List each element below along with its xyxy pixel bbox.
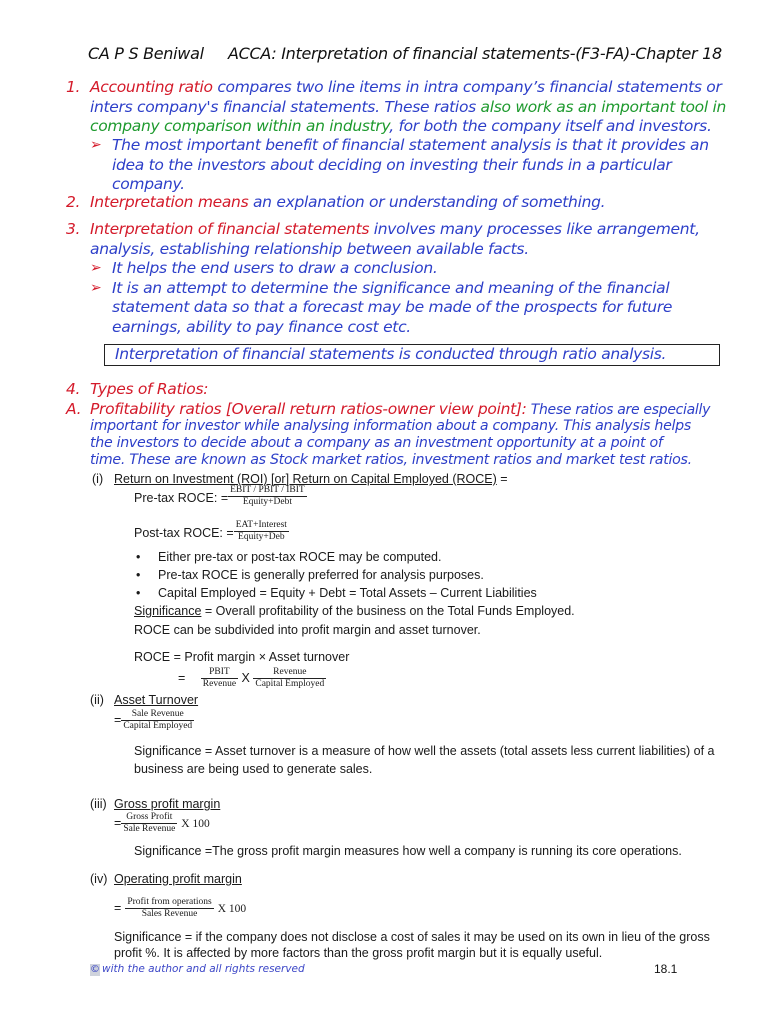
roi-bullet-text: Either pre-tax or post-tax ROCE may be computed.	[158, 550, 442, 564]
header-author: CA P S Beniwal	[88, 44, 204, 63]
asset-turnover-fraction	[121, 709, 194, 732]
item-1-line2b: also work as an important tool in	[480, 97, 727, 116]
roce-breakdown	[178, 667, 326, 690]
footer-text: with the author and all rights reserved	[102, 963, 305, 975]
gross-margin-eq: =	[114, 815, 122, 830]
gross-margin-section	[0, 796, 768, 866]
item-1-number: 1.	[66, 78, 81, 96]
item-a-line1: These ratios are especially	[526, 402, 711, 418]
gross-margin-fraction	[121, 812, 177, 835]
roi-subdivide-note: ROCE can be subdivided into profit margin and asset turnover.	[134, 623, 481, 637]
asset-turnover-significance-l2: business are being used to generate sales.	[134, 762, 373, 776]
item-a-heading: Profitability ratios [Overall return ratios-owner view point]:	[90, 400, 527, 418]
roi-significance	[134, 603, 575, 620]
pretax-roce-label: Pre-tax ROCE: =	[134, 490, 229, 505]
roi-significance-text: = Overall profitability of the business on the Total Funds Employed.	[201, 604, 575, 618]
pretax-roce-fraction	[228, 485, 307, 508]
arrow-bullet-icon: ➢	[90, 137, 102, 153]
arrow-bullet-icon: ➢	[90, 260, 102, 276]
asset-turnover-label: (ii)	[90, 693, 104, 707]
pretax-denominator: Equity+Debt	[242, 497, 292, 507]
boxed-note	[104, 344, 720, 366]
item-3-sub2-l2: statement data so that a forecast may be made of the prospects for future	[112, 298, 673, 316]
f2-numerator: Revenue	[253, 667, 326, 679]
posttax-roce	[134, 520, 289, 543]
item-4-number: 4.	[66, 380, 81, 398]
op-margin-section	[0, 871, 768, 961]
item-2-text: an explanation or understanding of something.	[248, 193, 606, 211]
roi-bullet-text: Pre-tax ROCE is generally preferred for analysis purposes.	[158, 568, 484, 582]
boxed-note-text: Interpretation of financial statements is conducted through ratio analysis.	[115, 345, 667, 363]
op-margin-title: Operating profit margin	[114, 872, 242, 886]
pretax-numerator: EBIT / PBIT / IBIT	[230, 485, 305, 495]
item-1-line1: compares two line items in intra company’s financial statements or	[212, 78, 722, 96]
posttax-roce-label: Post-tax ROCE: =	[134, 525, 234, 540]
item-3-sub1: It helps the end users to draw a conclusion.	[112, 259, 438, 277]
bullet-dot-icon: •	[136, 550, 141, 564]
gross-margin-formula	[114, 812, 210, 835]
item-1-line2a: inters company's financial statements. These ratios	[90, 97, 481, 116]
f2-denominator: Capital Employed	[255, 679, 325, 689]
header-title: ACCA: Interpretation of financial statements-(F3-FA)-Chapter 18	[228, 44, 722, 63]
pbit-revenue-fraction	[201, 667, 238, 690]
copyright-icon: ©	[90, 964, 100, 975]
revenue-capital-fraction	[253, 667, 326, 690]
item-3-number: 3.	[66, 220, 81, 238]
gross-margin-significance: Significance =The gross profit margin measures how well a company is running its core operations.	[134, 844, 682, 858]
item-1-line3b: , for both the company itself and investors.	[389, 117, 712, 135]
gross-margin-numerator: Gross Profit	[121, 812, 177, 824]
op-margin-formula	[114, 897, 246, 920]
op-margin-label: (iv)	[90, 872, 108, 886]
op-margin-fraction	[125, 897, 213, 920]
item-3-line2: analysis, establishing relationship between available facts.	[90, 239, 529, 258]
item-1-term: Accounting ratio	[90, 78, 213, 96]
item-1-sub-l3: company.	[112, 175, 185, 193]
item-3-line1: involves many processes like arrangement,	[369, 220, 700, 238]
item-1-sub-l2: idea to the investors about deciding on investing their funds in a particular	[112, 155, 672, 174]
gross-margin-denominator: Sale Revenue	[123, 824, 176, 834]
roi-bullet-text: Capital Employed = Equity + Debt = Total Assets – Current Liabilities	[158, 586, 537, 600]
bullet-dot-icon: •	[136, 586, 141, 600]
pretax-roce	[134, 485, 307, 508]
asset-turnover-formula	[114, 709, 194, 732]
page-header	[88, 44, 722, 64]
roi-title: Return on Investment (ROI) [or] Return on Capital Employed (ROCE)	[114, 472, 497, 486]
gross-margin-multiplier: X 100	[181, 817, 210, 830]
item-2-term: Interpretation means	[90, 193, 249, 211]
gross-margin-title: Gross profit margin	[114, 797, 221, 811]
item-3-term: Interpretation of financial statements	[90, 220, 370, 238]
item-3-sub2-l1: It is an attempt to determine the significance and meaning of the financial	[112, 278, 670, 297]
item-a-line4: time. These are known as Stock market ratios, investment ratios and market test ratios.	[90, 452, 692, 468]
op-margin-multiplier: X 100	[217, 902, 247, 915]
op-margin-significance-l1: Significance = if the company does not disclose a cost of sales it may be used on its own in lieu of the gross	[114, 930, 710, 944]
asset-turnover-numerator: Sale Revenue	[121, 709, 194, 721]
f1-denominator: Revenue	[202, 679, 237, 689]
asset-turnover-section	[0, 692, 768, 782]
page-number: 18.1	[654, 962, 678, 976]
f1-numerator: PBIT	[201, 667, 238, 679]
roi-section	[0, 471, 768, 701]
item-4-heading: Types of Ratios:	[90, 380, 209, 398]
roi-eq: =	[496, 472, 508, 486]
asset-turnover-denominator: Capital Employed	[123, 721, 193, 731]
asset-turnover-significance-l1: Significance = Asset turnover is a measure of how well the assets (total assets less current liabilities) of a	[134, 744, 715, 758]
roce-equation: ROCE = Profit margin × Asset turnover	[134, 650, 350, 664]
item-a-letter: A.	[66, 400, 82, 418]
posttax-roce-fraction	[234, 520, 289, 543]
posttax-numerator: EAT+Interest	[235, 520, 287, 530]
roi-significance-label: Significance	[134, 604, 202, 618]
asset-turnover-title: Asset Turnover	[114, 693, 199, 707]
times-sign: X	[241, 670, 250, 685]
gross-margin-label: (iii)	[90, 797, 107, 811]
op-margin-denominator: Sales Revenue	[141, 909, 198, 919]
arrow-bullet-icon: ➢	[90, 279, 102, 296]
item-1-line3a: company comparison within an industry	[90, 117, 390, 135]
roce-breakdown-eq: =	[178, 670, 186, 685]
item-2-number: 2.	[66, 193, 81, 211]
op-margin-numerator: Profit from operations	[127, 897, 212, 907]
op-margin-eq: =	[114, 900, 122, 915]
op-margin-significance-l2: profit %. It is affected by more factors than the gross profit margin but it is equally useful.	[114, 946, 603, 960]
item-a-line3: the investors to decide about a company as an investment opportunity at a point of	[90, 435, 663, 451]
asset-turnover-eq: =	[114, 712, 122, 727]
item-1-sub-l1: The most important benefit of financial statement analysis is that it provides an	[112, 136, 709, 154]
posttax-denominator: Equity+Deb	[238, 532, 285, 542]
item-3-sub2-l3: earnings, ability to pay finance cost etc.	[112, 317, 411, 336]
bullet-dot-icon: •	[136, 568, 141, 582]
roi-label: (i)	[92, 472, 104, 486]
item-a-line2: important for investor while analysing information about a company. This analysis helps	[90, 418, 691, 434]
